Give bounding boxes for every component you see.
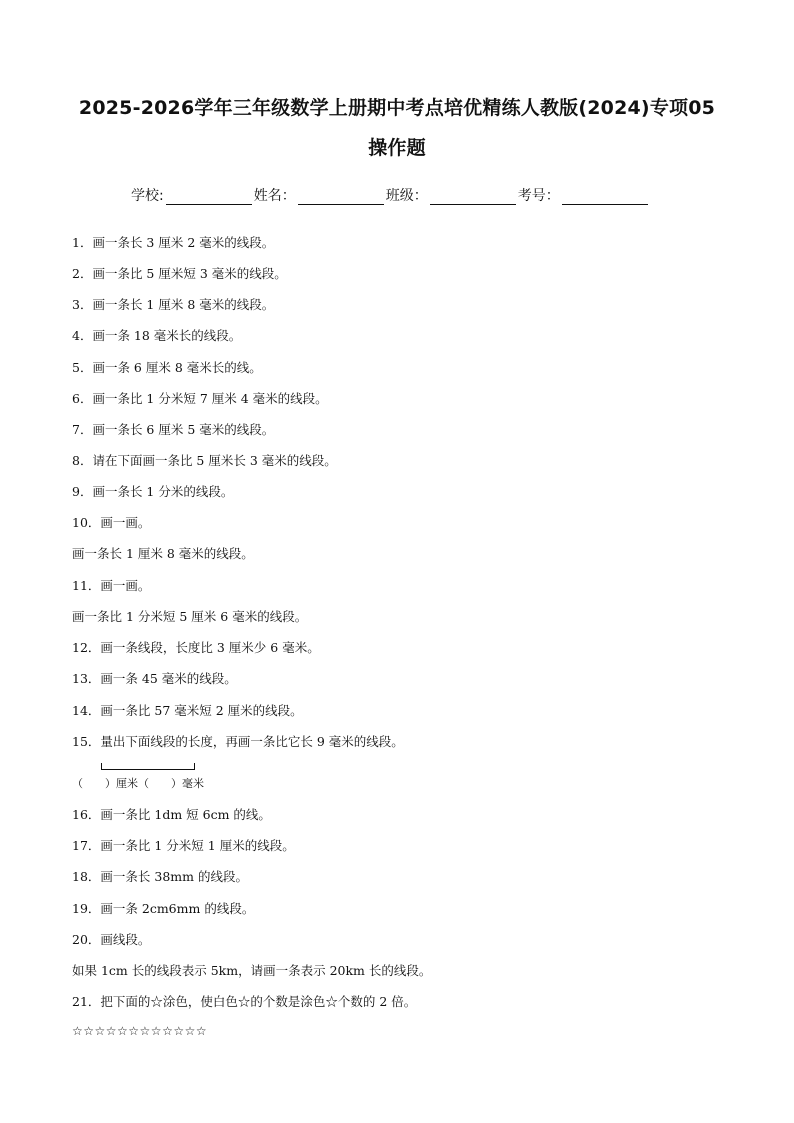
question-4: 4．画一条 18 毫米长的线段。 — [72, 328, 242, 343]
exam-no-label: 考号： — [517, 188, 560, 204]
question-12: 12．画一条线段，长度比 3 厘米少 6 毫米。 — [72, 640, 320, 655]
question-10-detail: 画一条长 1 厘米 8 毫米的线段。 — [72, 546, 254, 561]
question-20-detail: 如果 1cm 长的线段表示 5km，请画一条表示 20km 长的线段。 — [72, 963, 432, 978]
question-6: 6．画一条比 1 分米短 7 厘米 4 毫米的线段。 — [72, 391, 328, 406]
q15-line-segment — [101, 763, 195, 770]
question-1: 1．画一条长 3 厘米 2 毫米的线段。 — [72, 235, 275, 250]
question-17: 17．画一条比 1 分米短 1 厘米的线段。 — [72, 838, 295, 853]
class-label: 班级： — [385, 188, 428, 204]
question-11-detail: 画一条比 1 分米短 5 厘米 6 毫米的线段。 — [72, 609, 308, 624]
student-info-row — [131, 185, 650, 205]
question-20: 20．画线段。 — [72, 932, 151, 947]
star-row[interactable]: ☆☆☆☆☆☆☆☆☆☆☆☆ — [72, 1024, 208, 1038]
question-3: 3．画一条长 1 厘米 8 毫米的线段。 — [72, 297, 275, 312]
question-21: 21．把下面的☆涂色，使白色☆的个数是涂色☆个数的 2 倍。 — [72, 994, 417, 1009]
school-blank[interactable] — [166, 188, 252, 205]
question-18: 18．画一条长 38mm 的线段。 — [72, 869, 248, 884]
question-2: 2．画一条比 5 厘米短 3 毫米的线段。 — [72, 266, 287, 281]
title-line-2: 操作题 — [368, 137, 426, 159]
question-11: 11．画一画。 — [72, 578, 151, 593]
school-label: 学校: — [131, 188, 164, 204]
name-label: 姓名： — [253, 188, 296, 204]
question-13: 13．画一条 45 毫米的线段。 — [72, 671, 237, 686]
exam-no-blank[interactable] — [562, 188, 648, 205]
question-5: 5．画一条 6 厘米 8 毫米长的线。 — [72, 360, 262, 375]
question-7: 7．画一条长 6 厘米 5 毫米的线段。 — [72, 422, 275, 437]
question-10: 10．画一画。 — [72, 515, 151, 530]
question-16: 16．画一条比 1dm 短 6cm 的线。 — [72, 807, 271, 822]
class-blank[interactable] — [430, 188, 516, 205]
title-line-1: 2025-2026学年三年级数学上册期中考点培优精练人教版(2024)专项05 — [78, 97, 716, 119]
question-14: 14．画一条比 57 毫米短 2 厘米的线段。 — [72, 703, 303, 718]
question-9: 9．画一条长 1 分米的线段。 — [72, 484, 234, 499]
question-19: 19．画一条 2cm6mm 的线段。 — [72, 901, 255, 916]
question-8: 8．请在下面画一条比 5 厘米长 3 毫米的线段。 — [72, 453, 337, 468]
name-blank[interactable] — [298, 188, 384, 205]
q15-answer-blanks[interactable]: （ ）厘米（ ）毫米 — [72, 777, 204, 790]
question-15: 15．量出下面线段的长度，再画一条比它长 9 毫米的线段。 — [72, 734, 404, 749]
